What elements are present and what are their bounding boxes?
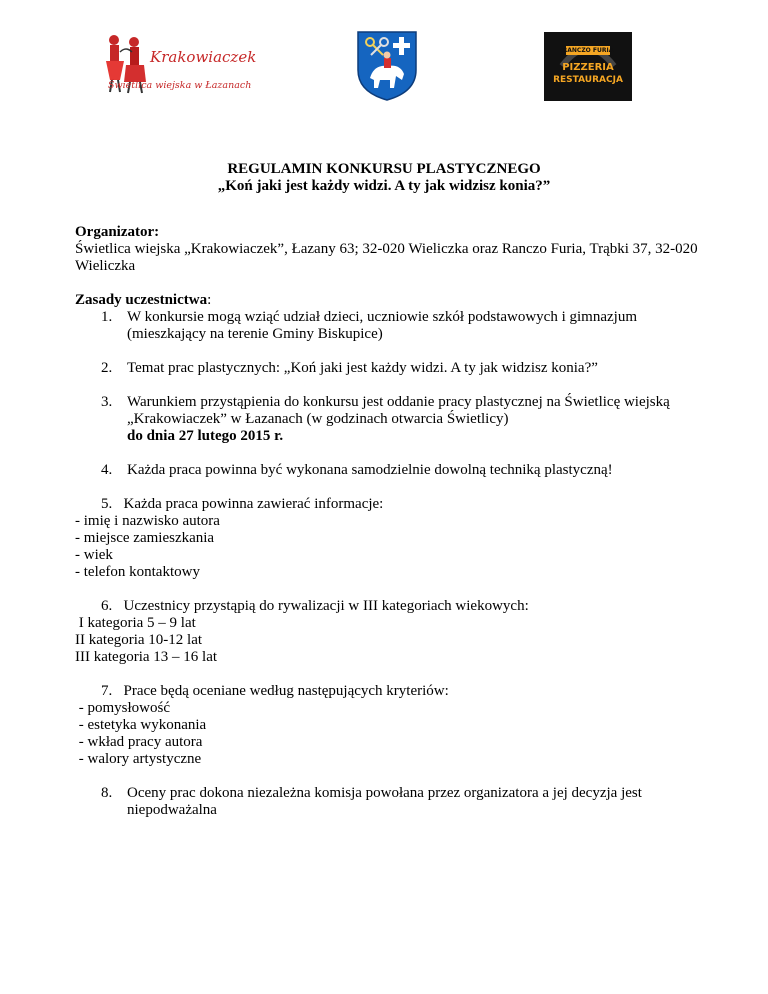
rule-number: 2. [101,360,113,376]
rule-number: 4. [101,462,113,478]
rule-text: Każda praca powinna być wykonana samodzielnie dowolną techniką plastyczną! [127,462,613,478]
ranczo-pizzeria-label: PIZZERIA [562,62,614,73]
rule-text: W konkursie mogą wziąć udział dzieci, uczniowie szkół podstawowych i gimnazjum (mieszkający na terenie Gminy Biskupice) [127,309,637,342]
crest-graphic [356,30,418,102]
list-item: III kategoria 13 – 16 lat [75,649,218,665]
list-item: - wkład pracy autora [75,734,203,750]
rule-number: 3. [101,394,113,410]
rule-item-5-head: 5. Każda praca powinna zawierać informacje: [101,496,384,512]
krakowiaczek-logo [100,30,260,100]
document-subtitle: „Koń jaki jest każdy widzi. A ty jak widzisz konia?” [217,178,551,194]
rules-heading-line [75,292,705,309]
municipal-crest-emblem [356,30,418,102]
document-title: REGULAMIN KONKURSU PLASTYCZNEGO [227,161,541,177]
list-item: - imię i nazwisko autora [75,513,220,529]
list-item: - miejsce zamieszkania [75,530,215,546]
rule-body [115,394,705,445]
title-block [0,161,768,195]
rule-text: Oceny prac dokona niezależna komisja powołana przez organizatora a jej decyzja jest niepodważalna [127,785,642,818]
list-item: II kategoria 10-12 lat [75,632,203,648]
rule-item-6-head: 6. Uczestnicy przystąpią do rywalizacji w III kategoriach wiekowych: [101,598,529,614]
list-item: - wiek [75,547,113,563]
rule-item-2 [101,360,705,377]
rule-item-7-head: 7. Prace będą oceniane według następujących kryteriów: [101,683,449,699]
list-item: - pomysłowość [75,700,170,716]
deadline-text: do dnia 27 lutego 2015 r. [127,428,284,444]
krakowiaczek-logo-name: Krakowiaczek [150,48,257,66]
list-item: - estetyka wykonania [75,717,207,733]
rules-heading-colon: : [207,292,212,308]
ranczo-furia-logo [544,32,632,101]
rule-item-3 [101,394,705,445]
rule-text: Temat prac plastycznych: „Koń jaki jest każdy widzi. A ty jak widzisz konia?” [127,360,598,376]
rule-text: Warunkiem przystąpienia do konkursu jest oddanie pracy plastycznej na Świetlicę wiejską „Krakowiaczek” w Łazanach (w godzinach otwarcia Świetlicy) [127,394,670,427]
rule-number: 8. [101,785,113,801]
list-item: - walory artystyczne [75,751,202,767]
ranczo-restauracja-label: RESTAURACJA [553,75,623,85]
rule-item-1 [101,309,705,343]
rules-heading: Zasady uczestnictwa [75,292,208,308]
document-body [75,224,705,819]
rule-number: 1. [101,309,113,325]
rule-item-8 [101,785,705,819]
organizer-text: Świetlica wiejska „Krakowiaczek”, Łazany 63; 32-020 Wieliczka oraz Ranczo Furia, Trąbki 37, 32-020 Wieliczka [75,241,698,274]
rule-item-4 [101,462,705,479]
list-item: - telefon kontaktowy [75,564,200,580]
list-item: I kategoria 5 – 9 lat [75,615,196,631]
krakowiaczek-logo-subtitle: Świetlica wiejska w Łazanach [108,80,252,91]
ranczo-furia-name: RANCZO FURIA [562,47,614,54]
organizer-heading: Organizator: [75,224,160,240]
